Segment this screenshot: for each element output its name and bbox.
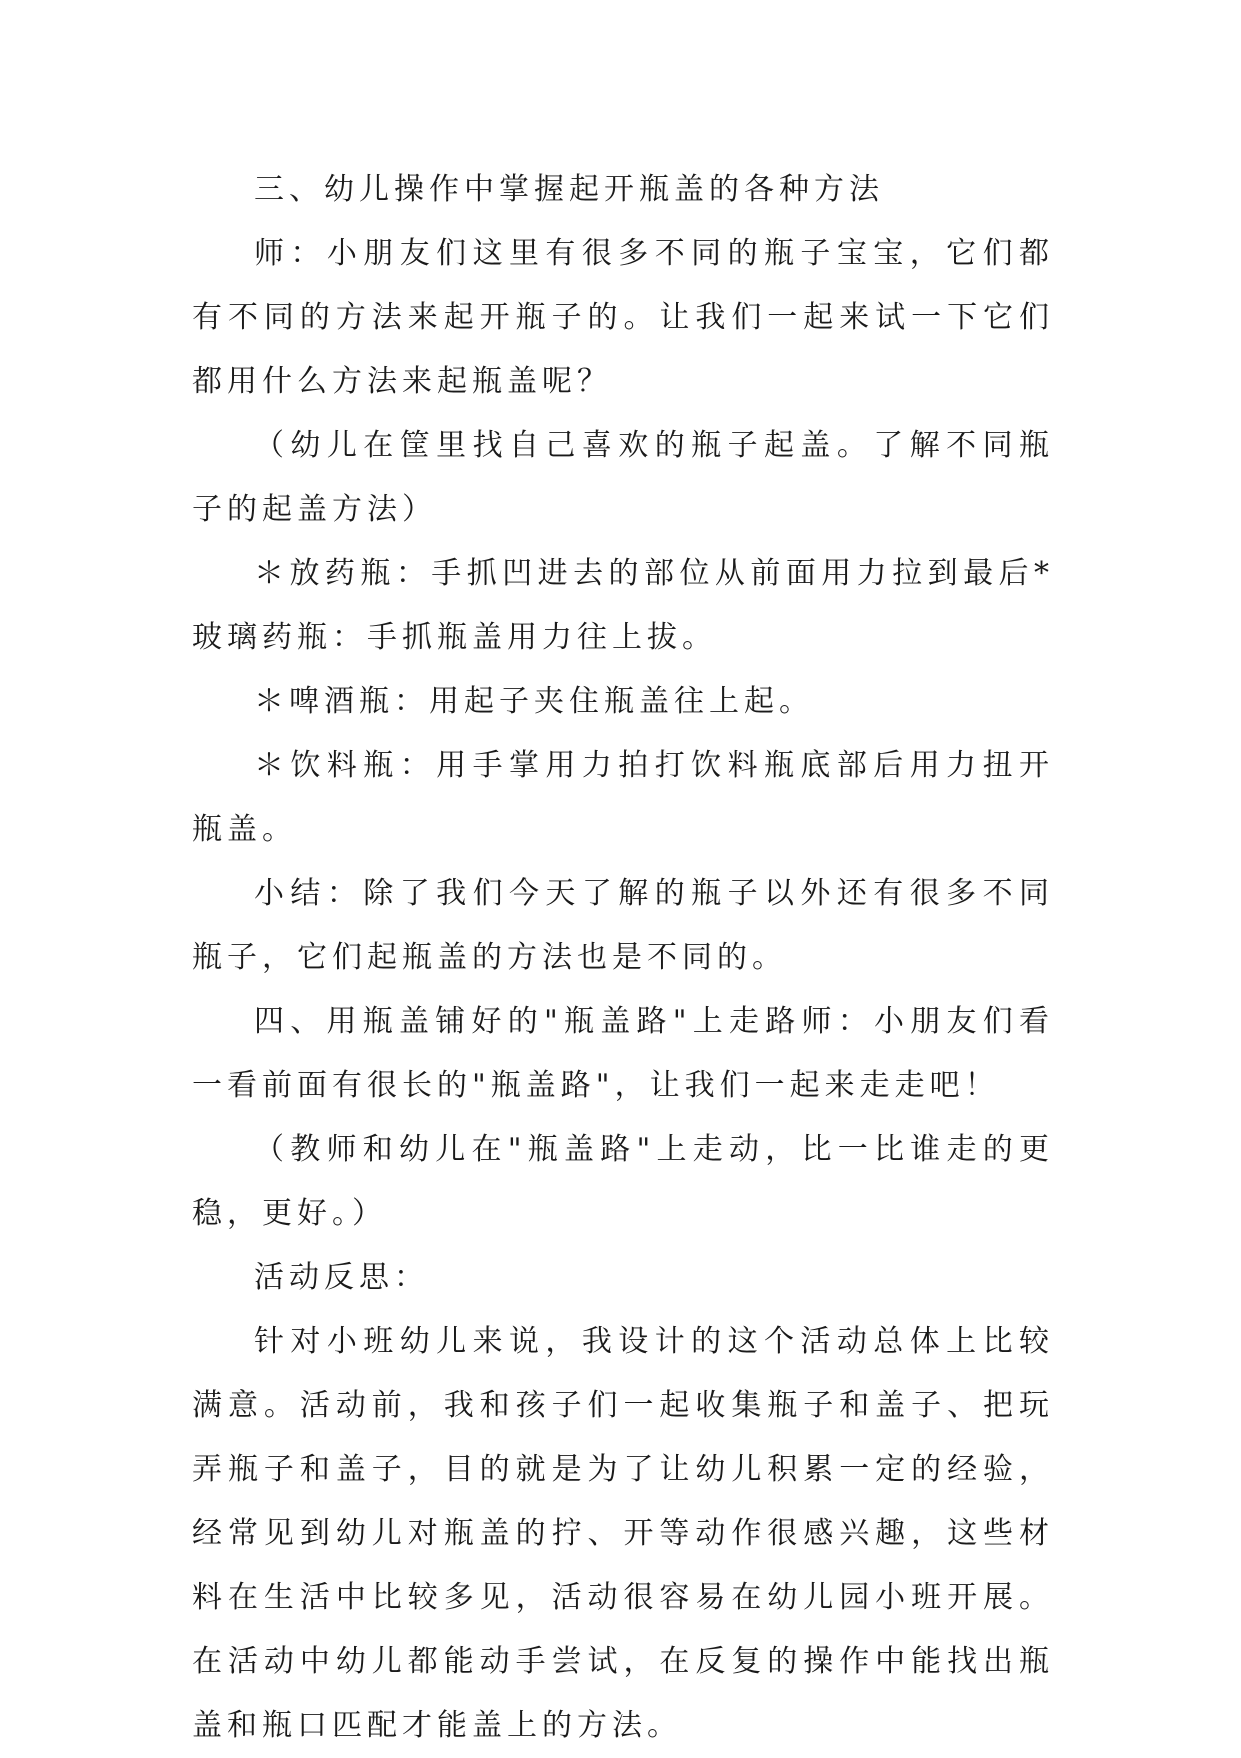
teacher-question-paragraph: 师：小朋友们这里有很多不同的瓶子宝宝，它们都有不同的方法来起开瓶子的。让我们一起来试一下它们都用什么方法来起瓶盖呢？ <box>192 236 1054 399</box>
reflection-paragraph: 针对小班幼儿来说，我设计的这个活动总体上比较满意。活动前，我和孩子们一起收集瓶子和盖子、把玩弄瓶子和盖子，目的就是为了让幼儿积累一定的经验，经常见到幼儿对瓶盖的拧、开等动作很感兴趣，这些材料在生活中比较多见，活动很容易在幼儿园小班开展。在活动中幼儿都能动手尝试，在反复的操作中能找出瓶盖和瓶口匹配才能盖上的方法。 <box>192 1324 1054 1743</box>
summary-paragraph: 小结：除了我们今天了解的瓶子以外还有很多不同瓶子，它们起瓶盖的方法也是不同的。 <box>192 876 1054 975</box>
method-medicine-bottle: ＊放药瓶：手抓凹进去的部位从前面用力拉到最后*玻璃药瓶：手抓瓶盖用力往上拔。 <box>192 556 1054 655</box>
walking-activity-note: （教师和幼儿在"瓶盖路"上走动，比一比谁走的更稳，更好。） <box>192 1132 1054 1231</box>
document-page <box>192 158 1054 1758</box>
section-heading-4: 四、用瓶盖铺好的"瓶盖路"上走路师：小朋友们看一看前面有很长的"瓶盖路"，让我们一起来走走吧！ <box>192 1004 1054 1103</box>
reflection-heading: 活动反思： <box>254 1260 429 1295</box>
section-heading-3: 三、幼儿操作中掌握起开瓶盖的各种方法 <box>254 172 884 207</box>
method-drink-bottle: ＊饮料瓶：用手掌用力拍打饮料瓶底部后用力扭开瓶盖。 <box>192 748 1054 847</box>
children-activity-note: （幼儿在筐里找自己喜欢的瓶子起盖。了解不同瓶子的起盖方法） <box>192 428 1054 527</box>
method-beer-bottle: ＊啤酒瓶：用起子夹住瓶盖往上起。 <box>254 684 814 719</box>
